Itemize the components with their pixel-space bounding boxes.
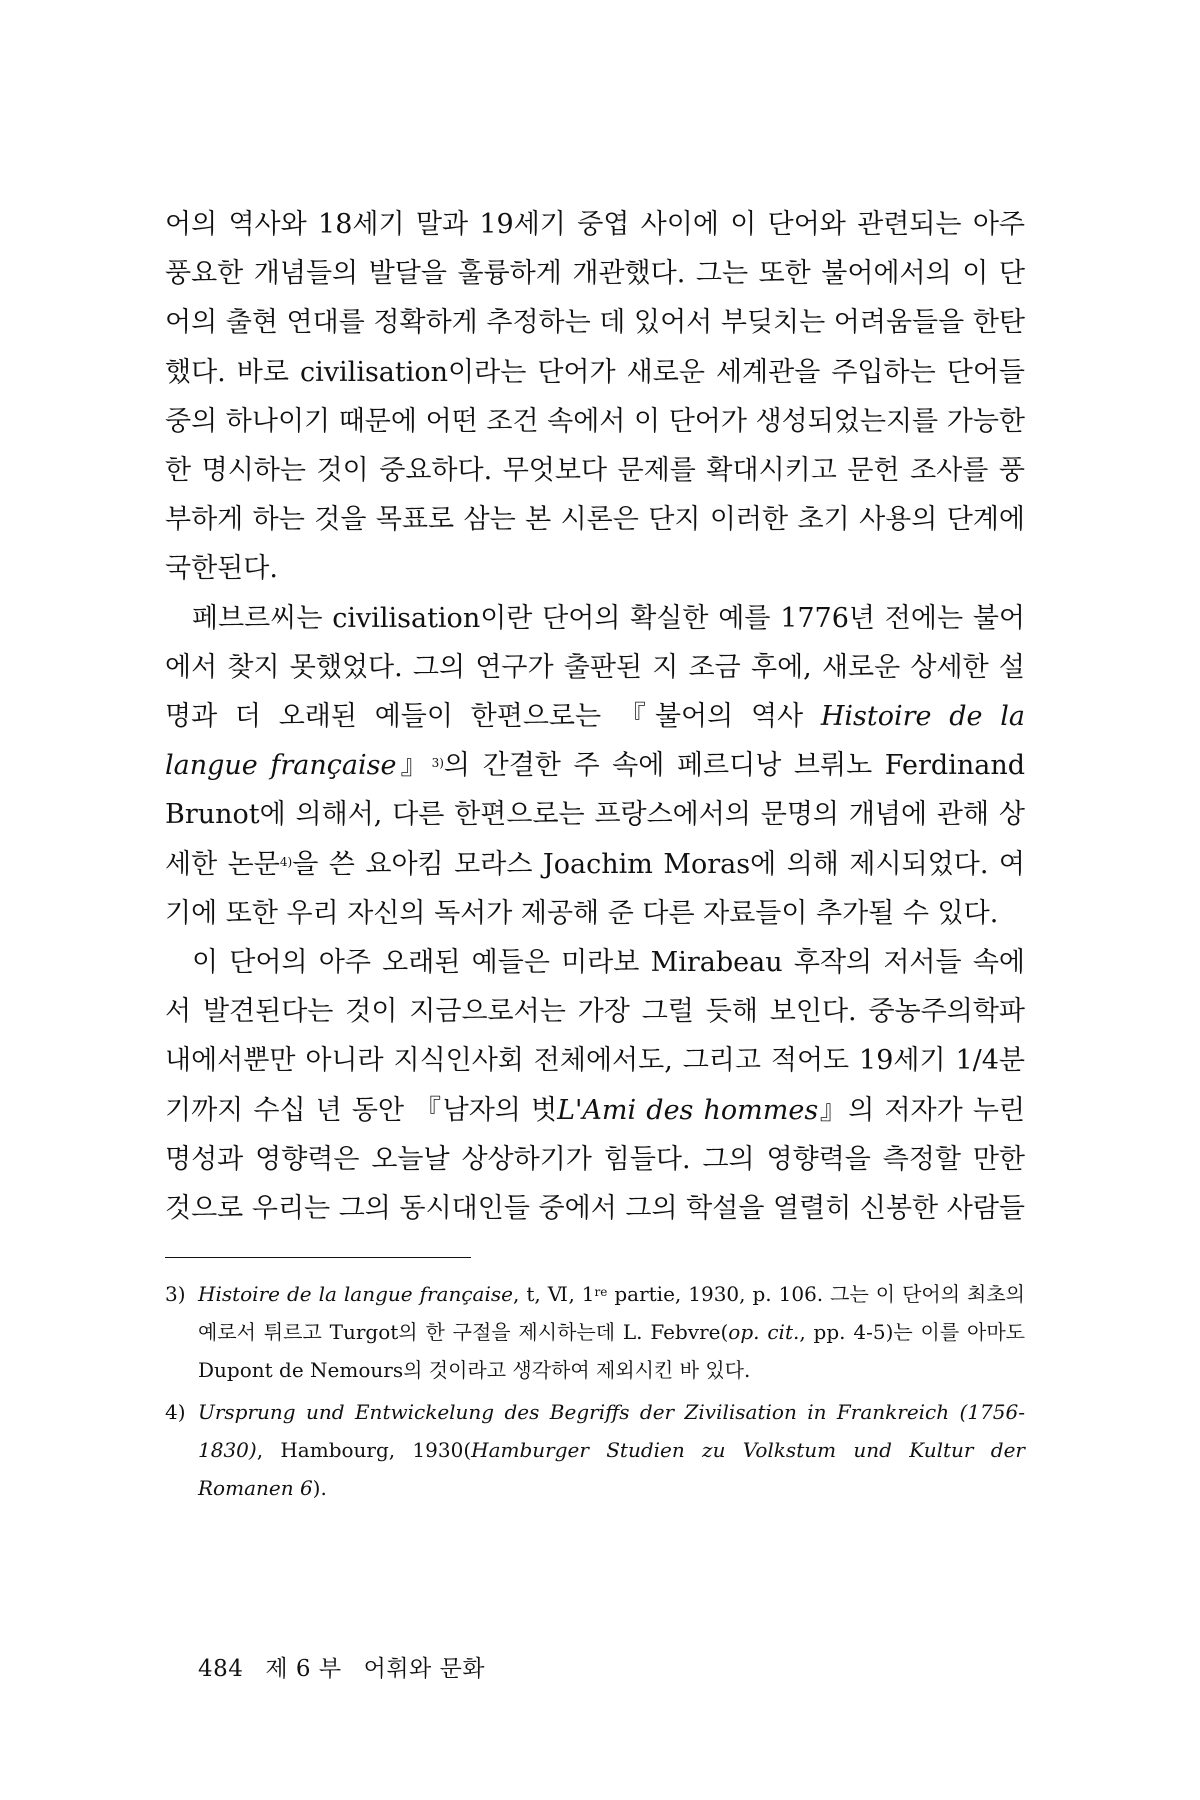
body-text (165, 200, 1025, 1233)
footnote-divider (165, 1257, 471, 1258)
footnote-title: Histoire de la langue française (198, 1282, 513, 1306)
paragraph-2-text-b: 』 (396, 750, 432, 782)
paragraph-1-text: 어의 역사와 18세기 말과 19세기 중엽 사이에 이 단어와 관련되는 아주 풍요한 개념들의 발달을 훌륭하게 개관했다. 그는 또한 불어에서의 이 단어의 출현 연대를 정확하게 추정하는 데 있어서 부딪치는 어려움들을 한탄했다. 바로 civilisation이라는 단어가 새로운 세계관을 주입하는 단어들 중의 하나이기 때문에 어떤 조건 속에서 이 단어가 생성되었는지를 가능한 한 명시하는 것이 중요하다. 무엇보다 문제를 확대시키고 문헌 조사를 풍부하게 하는 것을 목표로 삼는 본 시론은 단지 이러한 초기 사용의 단계에 국한된다. (165, 209, 1025, 585)
footnote-citation: op. cit. (728, 1320, 800, 1344)
footnote-text (198, 1275, 1025, 1389)
footnote-text-b: ). (312, 1476, 327, 1500)
paragraph-3-text-a: 이 단어의 아주 오래된 예들은 미라보 Mirabeau 후작의 저서들 속에서 발견된다는 것이 지금으로서는 가장 그럴 듯해 보인다. 중농주의학파 내에서뿐만 아니라 지식인사회 전체에서도, 그리고 적어도 19세기 1/4분기까지 수십 년 동안 『남자의 벗 (165, 947, 1025, 1126)
footnote-number: 3) (165, 1282, 186, 1306)
paragraph-3-text-b: 』의 저자가 누린 명성과 영향력은 오늘날 상상하기가 힘들다. 그의 영향력을 측정할 만한 것으로 우리는 그의 동시대인들 중에서 그의 학설을 열렬히 신봉한 사람들 (165, 1094, 1025, 1225)
footnote-text (198, 1393, 1025, 1507)
paragraph-2 (165, 594, 1025, 938)
paragraph-2-text-a: 페브르씨는 civilisation이란 단어의 확실한 예를 1776년 전에는 불어에서 찾지 못했었다. 그의 연구가 출판된 지 조금 후에, 새로운 상세한 설명과 더 오래된 예들이 한편으로는 『불어의 역사 (165, 602, 1025, 733)
page-footer (198, 1650, 507, 1683)
footnote-4 (165, 1393, 1025, 1507)
section-title: 어휘와 문화 (363, 1656, 486, 1682)
footnote-title: Ursprung und Entwickelung des Begriffs der Zivilisation in Frankreich (1756-1830) (198, 1400, 1025, 1462)
footnote-text-c: , pp. 4-5)는 이를 아마도 Dupont de Nemours의 것이라고 생각하여 제외시킨 바 있다. (198, 1320, 1025, 1382)
paragraph-2-book-title: Histoire de la langue française (165, 701, 1026, 782)
paragraph-2-text-d: 을 쓴 요아킴 모라스 Joachim Moras에 의해 제시되었다. 여기에 또한 우리 자신의 독서가 제공해 준 다른 자료들이 추가될 수 있다. (165, 848, 1025, 929)
paragraph-3 (165, 938, 1025, 1233)
part-label: 제 6 부 (265, 1656, 342, 1682)
paragraph-3-book-title: L'Ami des hommes (557, 1094, 819, 1126)
footnote-ref-3: 3) (431, 756, 444, 771)
footnote-text-a: , Hambourg, 1930( (256, 1438, 472, 1462)
footnote-ref-4: 4) (279, 854, 293, 869)
footnote-number: 4) (165, 1400, 186, 1424)
footnotes (165, 1275, 1025, 1511)
footnote-superscript: re (594, 1285, 608, 1299)
page-number: 484 (198, 1656, 244, 1682)
paragraph-2-text-c: 의 간결한 주 속에 페르디낭 브뤼노 Ferdinand Brunot에 의해서, 다른 한편으로는 프랑스에서의 문명의 개념에 관해 상세한 논문 (165, 750, 1026, 880)
footnote-3 (165, 1275, 1025, 1389)
footnote-series: Hamburger Studien zu Volkstum und Kultur der Romanen 6 (198, 1438, 1025, 1500)
footnote-text-b: partie, 1930, p. 106. 그는 이 단어의 최초의 예로서 튀르고 Turgot의 한 구절을 제시하는데 L. Febvre( (198, 1282, 1025, 1344)
footnote-text-a: , t, Ⅵ, 1 (512, 1282, 595, 1306)
paragraph-1 (165, 200, 1025, 594)
